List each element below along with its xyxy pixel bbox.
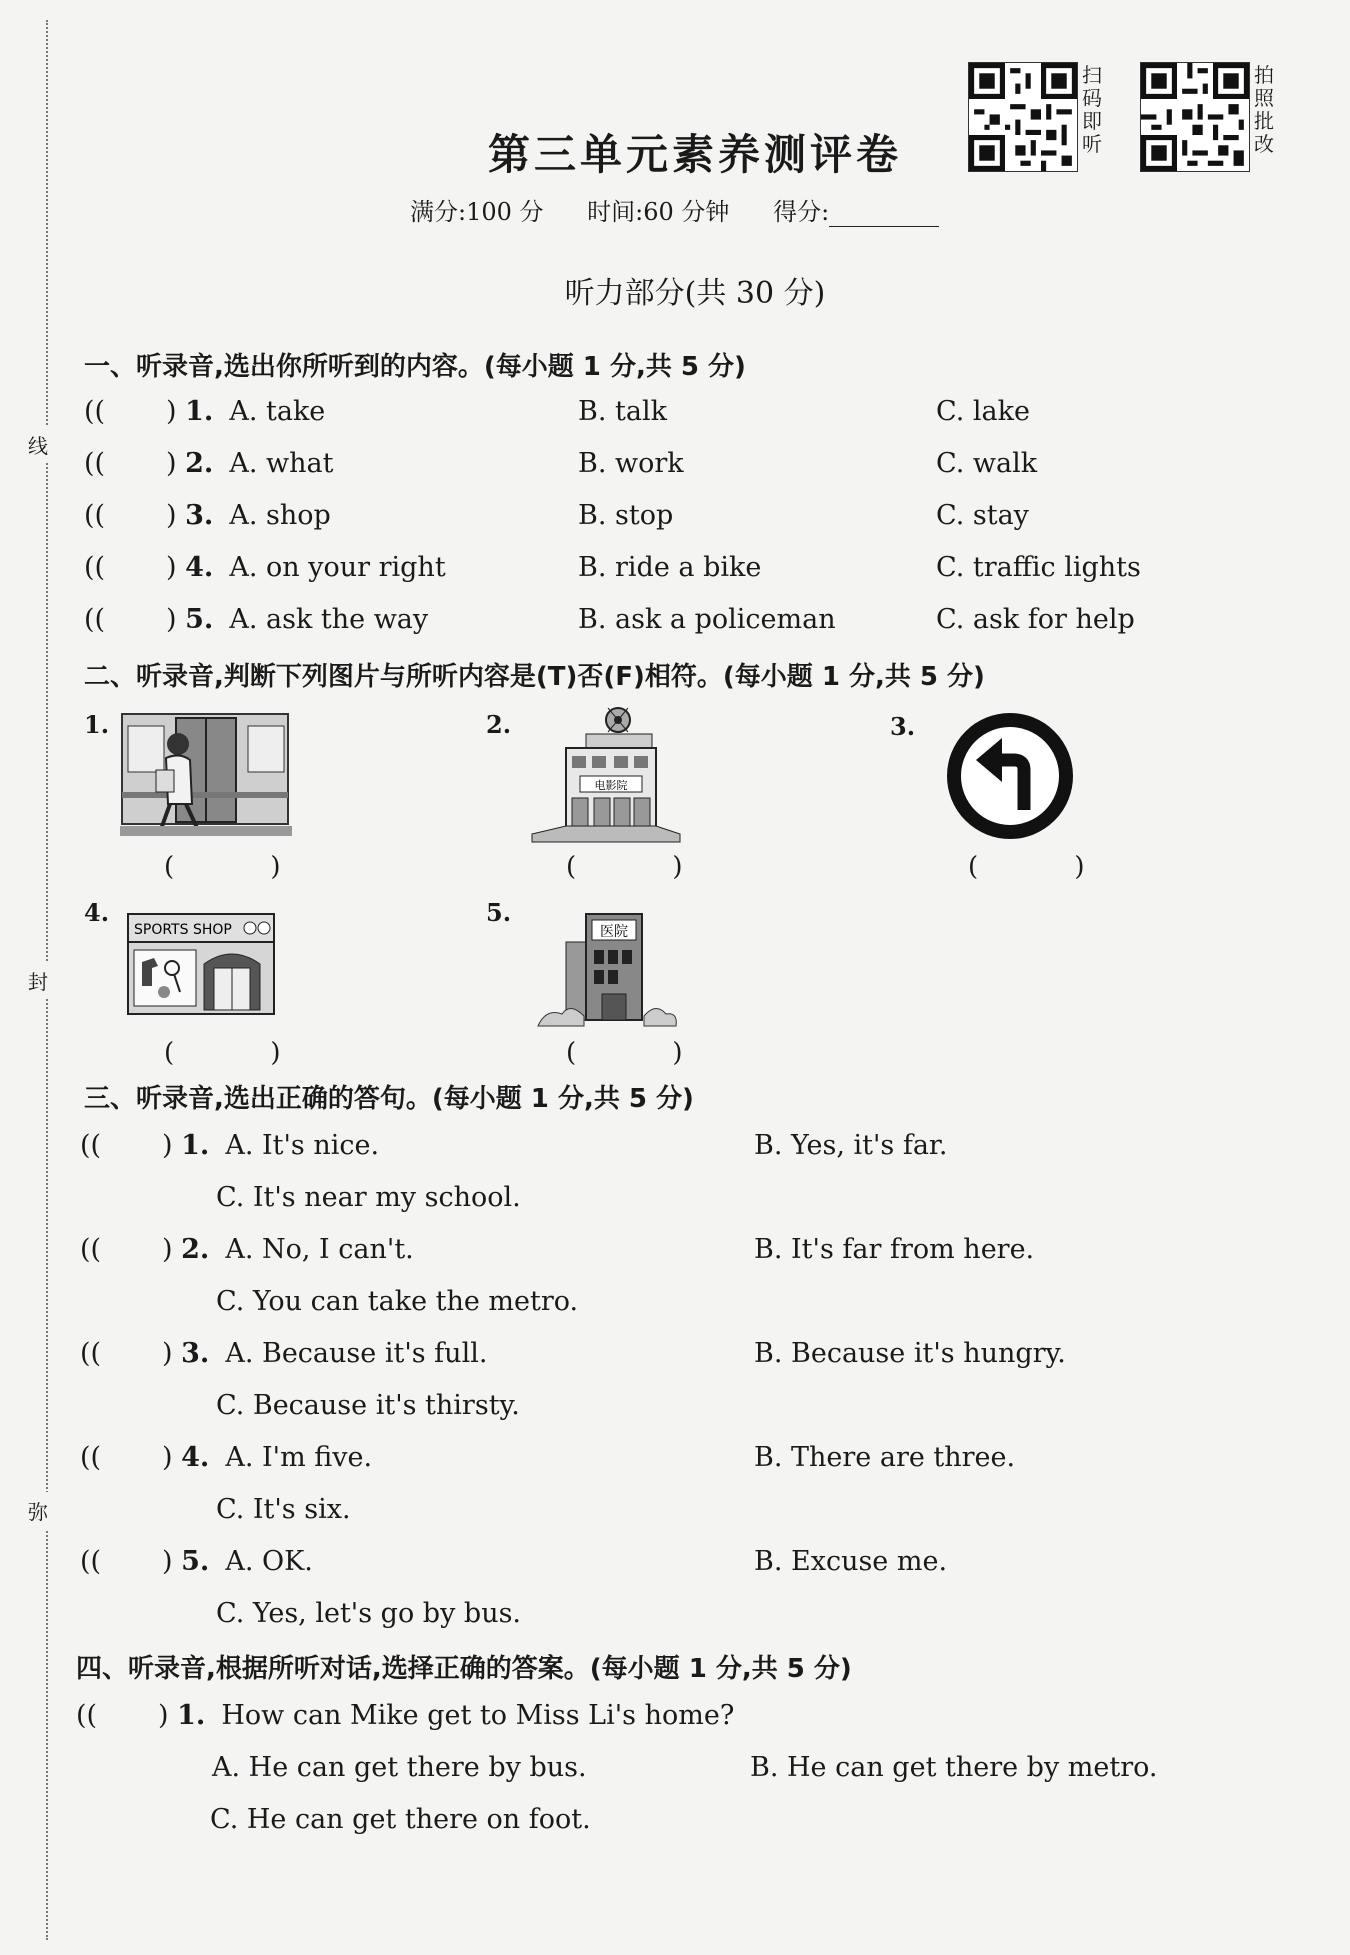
s3-question-5: ( ( ) 5. A. OK.	[80, 1546, 313, 1577]
s3-q1-option-c: C. It's near my school.	[216, 1182, 521, 1213]
margin-mark-seal: 封	[28, 962, 48, 999]
option-a: A. It's nice.	[225, 1130, 380, 1161]
section-4-title: 四、听录音,根据所听对话,选择正确的答案。(每小题 1 分,共 5 分)	[76, 1654, 852, 1684]
question-number: 2.	[185, 448, 214, 479]
picture-1-number: 1.	[84, 710, 110, 739]
question-number: 1.	[181, 1130, 210, 1161]
s3-question-4: ( ( ) 4. A. I'm five.	[80, 1442, 372, 1473]
s1-question-5: ( ( ) 5. A. ask the way	[84, 604, 428, 635]
s3-q2-option-b: B. It's far from here.	[754, 1234, 1035, 1265]
answer-blank[interactable]: ( (	[80, 1130, 162, 1161]
option-a: A. take	[229, 396, 326, 427]
answer-blank[interactable]: ( (	[84, 604, 166, 635]
s4-q1-option-b: B. He can get there by metro.	[750, 1752, 1158, 1783]
s1-q5-option-c: C. ask for help	[936, 604, 1135, 635]
s3-q4-option-b: B. There are three.	[754, 1442, 1016, 1473]
picture-4-number: 4.	[84, 898, 110, 927]
option-a: A. on your right	[229, 552, 446, 583]
s1-q3-option-b: B. stop	[578, 500, 674, 531]
score-label: 得分:	[773, 198, 830, 226]
answer-blank[interactable]: ( (	[84, 396, 166, 427]
answer-blank[interactable]: ( (	[84, 552, 166, 583]
sports-shop-sign-text: SPORTS SHOP	[134, 922, 232, 938]
question-number: 4.	[185, 552, 214, 583]
option-a: A. ask the way	[229, 604, 429, 635]
turn-left-sign-image	[946, 712, 1074, 840]
cinema-sign-text: 电影院	[594, 779, 628, 792]
s3-question-2: ( ( ) 2. A. No, I can't.	[80, 1234, 414, 1265]
answer-blank[interactable]: ( (	[80, 1442, 162, 1473]
part-title: 听力部分(共 30 分)	[564, 276, 826, 311]
section-2-title: 二、听录音,判断下列图片与所听内容是(T)否(F)相符。(每小题 1 分,共 5 分)	[84, 662, 985, 692]
s4-question-1: ( ( ) 1. How can Mike get to Miss Li's home?	[76, 1700, 734, 1731]
picture-2-number: 2.	[486, 710, 512, 739]
question-number: 2.	[181, 1234, 210, 1265]
s3-question-1: ( ( ) 1. A. It's nice.	[80, 1130, 379, 1161]
question-number: 5.	[185, 604, 214, 635]
option-a: A. I'm five.	[225, 1442, 373, 1473]
time-limit: 时间:60 分钟	[587, 198, 730, 226]
option-a: A. what	[229, 448, 334, 479]
question-number: 1.	[177, 1700, 206, 1731]
answer-blank[interactable]: ( (	[84, 500, 166, 531]
s1-q4-option-b: B. ride a bike	[578, 552, 762, 583]
s3-q4-option-c: C. It's six.	[216, 1494, 351, 1525]
s1-question-4: ( ( ) 4. A. on your right	[84, 552, 446, 583]
s3-q3-option-c: C. Because it's thirsty.	[216, 1390, 520, 1421]
answer-blank[interactable]: ( (	[80, 1234, 162, 1265]
question-number: 3.	[181, 1338, 210, 1369]
question-number: 1.	[185, 396, 214, 427]
section-1-title: 一、听录音,选出你所听到的内容。(每小题 1 分,共 5 分)	[84, 352, 746, 382]
answer-blank[interactable]: ( (	[80, 1338, 162, 1369]
picture-4-answer-blank[interactable]: ( )	[164, 1038, 325, 1068]
picture-5-number: 5.	[486, 898, 512, 927]
option-a: A. Because it's full.	[225, 1338, 488, 1369]
picture-5-answer-blank[interactable]: ( )	[566, 1038, 727, 1068]
s1-question-1: ( ( ) 1. A. take	[84, 396, 325, 427]
s1-q2-option-c: C. walk	[936, 448, 1038, 479]
s1-q5-option-b: B. ask a policeman	[578, 604, 836, 635]
option-a: A. No, I can't.	[225, 1234, 414, 1265]
s3-q5-option-b: B. Excuse me.	[754, 1546, 948, 1577]
picture-2-answer-blank[interactable]: ( )	[566, 852, 727, 882]
answer-blank[interactable]: ( (	[84, 448, 166, 479]
s4-q1-option-c: C. He can get there on foot.	[210, 1804, 591, 1835]
metro-passenger-image	[120, 708, 292, 846]
s3-question-3: ( ( ) 3. A. Because it's full.	[80, 1338, 487, 1369]
s1-q1-option-c: C. lake	[936, 396, 1030, 427]
picture-3-answer-blank[interactable]: ( )	[968, 852, 1129, 882]
qr-label-grading: 拍照批改	[1254, 63, 1274, 156]
margin-mark-line: 线	[28, 426, 48, 463]
question-number: 3.	[185, 500, 214, 531]
answer-blank[interactable]: ( (	[76, 1700, 158, 1731]
s3-q5-option-c: C. Yes, let's go by bus.	[216, 1598, 522, 1629]
s3-q1-option-b: B. Yes, it's far.	[754, 1130, 948, 1161]
s1-q3-option-c: C. stay	[936, 500, 1029, 531]
s3-q3-option-b: B. Because it's hungry.	[754, 1338, 1066, 1369]
cinema-building-image	[530, 704, 682, 848]
question-number: 5.	[181, 1546, 210, 1577]
picture-3-number: 3.	[890, 712, 916, 741]
s1-q2-option-b: B. work	[578, 448, 684, 479]
hospital-sign-text: 医院	[600, 924, 628, 940]
hospital-building-image	[536, 908, 678, 1030]
picture-1-answer-blank[interactable]: ( )	[164, 852, 325, 882]
sports-shop-image	[124, 910, 278, 1016]
score-blank[interactable]	[829, 204, 939, 227]
s1-question-2: ( ( ) 2. A. what	[84, 448, 333, 479]
qr-label-listen: 扫码即听	[1082, 63, 1102, 156]
s1-q4-option-c: C. traffic lights	[936, 552, 1141, 583]
full-score: 满分:100 分	[410, 198, 544, 226]
question-number: 4.	[181, 1442, 210, 1473]
s1-q1-option-b: B. talk	[578, 396, 667, 427]
option-a: A. OK.	[225, 1546, 313, 1577]
margin-mark-close: 弥	[28, 1492, 48, 1529]
s3-q2-option-c: C. You can take the metro.	[216, 1286, 579, 1317]
option-a: A. shop	[229, 500, 331, 531]
section-3-title: 三、听录音,选出正确的答句。(每小题 1 分,共 5 分)	[84, 1084, 694, 1114]
page-title: 第三单元素养测评卷	[487, 130, 902, 179]
exam-meta	[410, 192, 975, 227]
s4-q1-option-a: A. He can get there by bus.	[212, 1752, 587, 1783]
answer-blank[interactable]: ( (	[80, 1546, 162, 1577]
question-text: How can Mike get to Miss Li's home?	[221, 1700, 735, 1731]
s1-question-3: ( ( ) 3. A. shop	[84, 500, 331, 531]
